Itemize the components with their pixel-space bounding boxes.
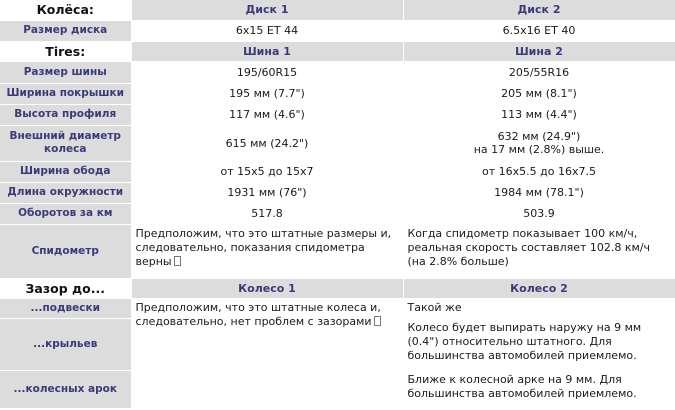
tire-width-1: 195 мм (7.7") — [131, 83, 403, 104]
tire-width-label: Ширина покрышки — [0, 83, 131, 104]
wheel-arches-label: ...колесных арок — [0, 370, 131, 408]
circumference-label: Длина окружности — [0, 182, 131, 203]
rim-size-1: 6x15 ET 44 — [131, 20, 403, 41]
speedometer-label: Спидометр — [0, 224, 131, 278]
clearance-1-cell — [131, 298, 403, 408]
tire-1-header: Шина 1 — [131, 41, 403, 61]
clearance-section-heading: Зазор до... — [0, 278, 131, 298]
tire-2-header: Шина 2 — [403, 41, 675, 61]
wheel-arches-2: Ближе к колесной арке на 9 мм. Для большинства автомобилей приемлемо. — [403, 370, 675, 408]
circumference-2: 1984 мм (78.1") — [403, 182, 675, 203]
circumference-1: 1931 мм (76") — [131, 182, 403, 203]
tire-size-1: 195/60R15 — [131, 61, 403, 83]
rim-width-2: от 16x5.5 до 16x7.5 — [403, 161, 675, 182]
speedometer-2-text: Когда спидометр показывает 100 км/ч, реальная скорость составляет 102.8 км/ч (на 2.8% больше) — [403, 224, 675, 278]
outer-diameter-2-diff: на 17 мм (2.8%) выше. — [473, 143, 605, 156]
suspension-2: Такой же — [403, 298, 675, 318]
speedometer-1-cell — [131, 224, 403, 278]
wheel-1-header: Диск 1 — [131, 0, 403, 20]
rim-size-label: Размер диска — [0, 20, 131, 41]
fenders-label: ...крыльев — [0, 318, 131, 370]
revs-per-km-label: Оборотов за км — [0, 203, 131, 224]
rim-width-1: от 15x5 до 15x7 — [131, 161, 403, 182]
tires-section-heading: Tires: — [0, 41, 131, 61]
missing-glyph-icon — [174, 256, 181, 266]
missing-glyph-icon — [374, 316, 381, 326]
rim-width-label: Ширина обода — [0, 161, 131, 182]
revs-per-km-1: 517.8 — [131, 203, 403, 224]
sidewall-height-label: Высота профиля — [0, 104, 131, 125]
outer-diameter-2-cell — [403, 125, 675, 161]
speedometer-1-text: Предположим, что это штатные размеры и, следовательно, показания спидометра верны — [135, 226, 392, 268]
outer-diameter-label: Внешний диаметр колеса — [0, 125, 131, 161]
revs-per-km-2: 503.9 — [403, 203, 675, 224]
sidewall-height-2: 113 мм (4.4") — [403, 104, 675, 125]
fenders-2: Колесо будет выпирать наружу на 9 мм (0.4") относительно штатного. Для большинства автомобилей приемлемо. — [403, 318, 675, 370]
outer-diameter-2: 632 мм (24.9") — [497, 130, 581, 143]
tire-size-label: Размер шины — [0, 61, 131, 83]
outer-diameter-1: 615 мм (24.2") — [131, 125, 403, 161]
clearance-1-text: Предположим, что это штатные колеса и, следовательно, нет проблем с зазорами — [135, 300, 381, 328]
wheel-2-header: Диск 2 — [403, 0, 675, 20]
rim-size-2: 6.5x16 ET 40 — [403, 20, 675, 41]
wheel-1-clearance-header: Колесо 1 — [131, 278, 403, 298]
suspension-label: ...подвески — [0, 298, 131, 318]
wheel-2-clearance-header: Колесо 2 — [403, 278, 675, 298]
tire-size-2: 205/55R16 — [403, 61, 675, 83]
wheels-section-heading: Колёса: — [0, 0, 131, 20]
sidewall-height-1: 117 мм (4.6") — [131, 104, 403, 125]
tire-width-2: 205 мм (8.1") — [403, 83, 675, 104]
